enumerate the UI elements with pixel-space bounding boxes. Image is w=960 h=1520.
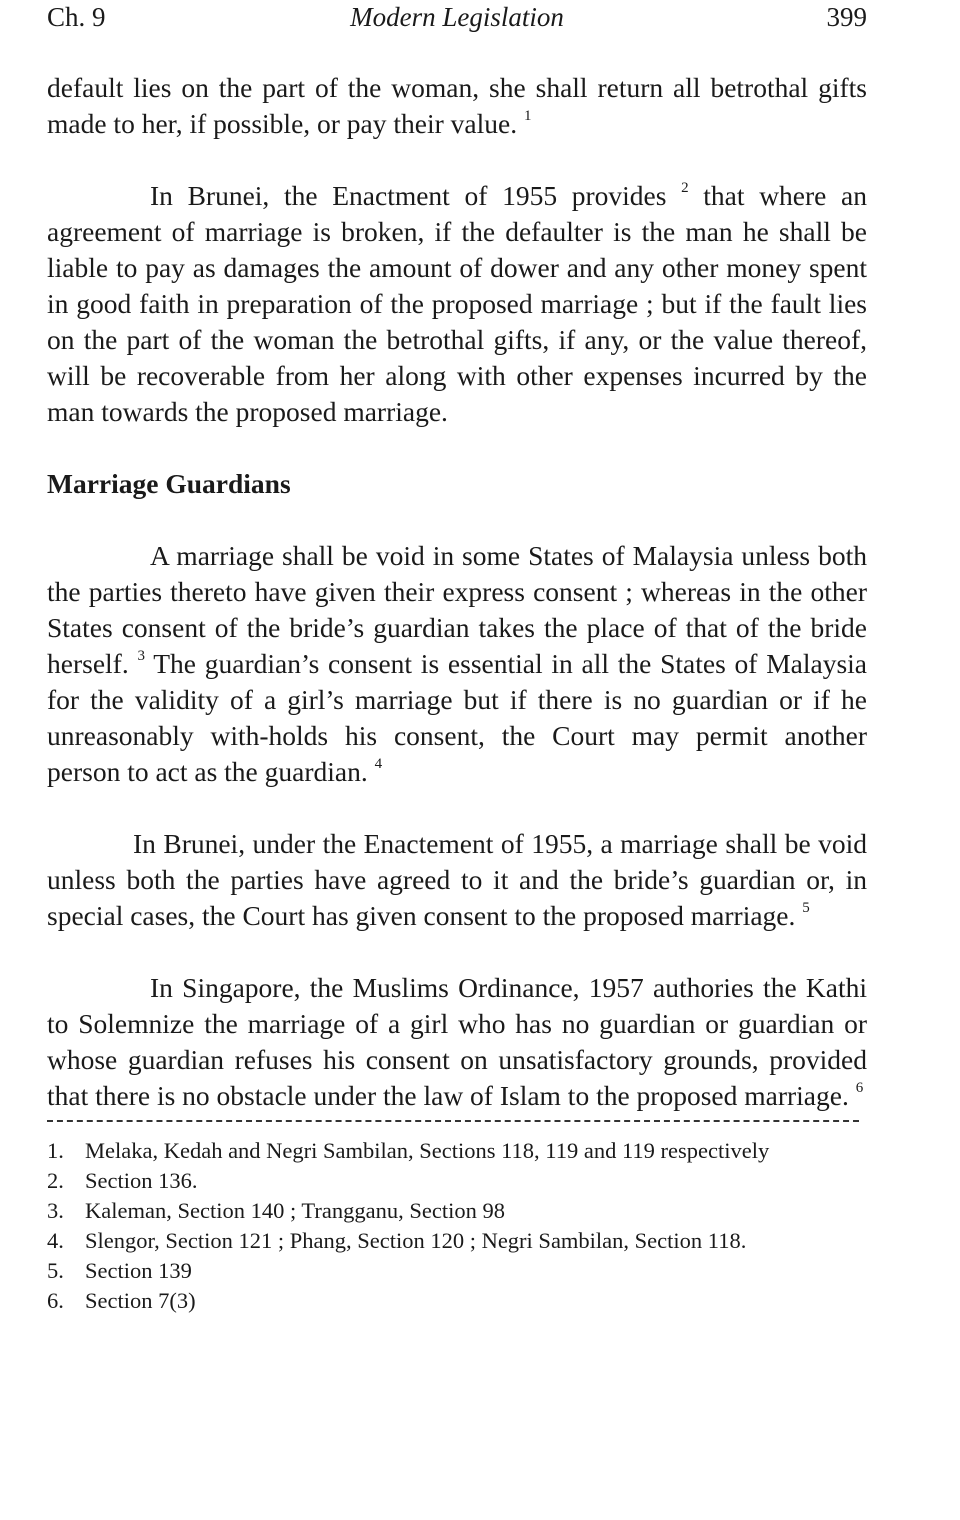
chapter-label: Ch. 9	[47, 2, 106, 32]
paragraph-text: In Brunei, under the Enactement of 1955, a marriage shall be void unless both the parties have agreed to it and the bride’s guardian or, in special cases, the Court has given consent to the proposed marriage.	[47, 828, 867, 931]
footnote-text: Melaka, Kedah and Negri Sambilan, Sections 118, 119 and 119 respectively	[85, 1138, 770, 1163]
footnote-text: Section 7(3)	[85, 1288, 196, 1313]
footnote-number: 5.	[47, 1258, 64, 1283]
footnote-ref[interactable]: 5	[802, 899, 810, 916]
paragraph-text: The guardian’s consent is essential in all the States of Malaysia for the validity of a girl’s marriage but if there is no guardian or if he unreasonably with-holds his consent, the Court may permit another person to act as the guardian.	[47, 648, 868, 787]
footnote-ref[interactable]: 2	[681, 179, 689, 196]
footnote-number: 4.	[47, 1228, 64, 1253]
footnote-text: Slengor, Section 121 ; Phang, Section 120 ; Negri Sambilan, Section 118.	[85, 1228, 747, 1253]
footnote-number: 2.	[47, 1168, 64, 1193]
footnote-ref[interactable]: 3	[137, 647, 145, 664]
footnote-ref[interactable]: 1	[523, 107, 532, 124]
footnote-item	[47, 1286, 867, 1316]
footnote-item	[47, 1226, 867, 1256]
running-title: Modern Legislation	[350, 2, 564, 32]
paragraph-text: that where an agreement of marriage is broken, if the defaulter is the man he shall be liable to pay as damages the amount of dower and any other money spent in good faith in preparation of the proposed marriage ; but if the fault lies on the part of the woman the betrothal gifts, if any, or the value thereof, will be recoverable from her along with other expenses incurred by the man towards the proposed marriage.	[47, 180, 868, 427]
running-header	[47, 0, 867, 40]
footnote-item	[47, 1256, 867, 1286]
footnote-text: Kaleman, Section 140 ; Trangganu, Section 98	[85, 1198, 505, 1223]
section-heading: Marriage Guardians	[47, 468, 291, 499]
paragraph-text: In Brunei, the Enactment of 1955 provides	[150, 180, 667, 211]
paragraph-malaysia-consent	[47, 538, 867, 790]
footnote-text: Section 139	[85, 1258, 192, 1283]
footnote-list	[47, 1136, 867, 1316]
footnote-ref[interactable]: 6	[855, 1079, 864, 1096]
book-page	[47, 0, 867, 1316]
footnote-number: 6.	[47, 1288, 64, 1313]
footnote-item	[47, 1136, 867, 1166]
paragraph-continuation	[47, 70, 867, 142]
footnote-item	[47, 1196, 867, 1226]
paragraph-text: default lies on the part of the woman, she shall return all betrothal gifts made to her, if possible, or pay their value.	[47, 72, 867, 139]
footnote-item	[47, 1166, 867, 1196]
paragraph-brunei-guardian	[47, 826, 867, 934]
paragraph-singapore-ordinance	[47, 970, 867, 1114]
page-number: 399	[826, 2, 867, 32]
paragraph-text: A marriage shall be void in some States of Malaysia unless both the parties thereto have given their express consent ; whereas in the other States consent of the bride’s guardian takes the place of that of the bride herself.	[47, 540, 867, 679]
paragraph-brunei-betrothal	[47, 178, 867, 430]
footnote-text: Section 136.	[85, 1168, 198, 1193]
footnote-ref[interactable]: 4	[374, 755, 383, 772]
footnote-number: 1.	[47, 1138, 64, 1163]
paragraph-text: In Singapore, the Muslims Ordinance, 1957 authories the Kathi to Solemnize the marriage of a girl who has no guardian or guardian or whose guardian refuses his consent on unsatisfactory grounds, provided that there is no obstacle under the law of Islam to the proposed marriage.	[47, 972, 867, 1111]
footnote-number: 3.	[47, 1198, 64, 1223]
footnote-divider	[47, 1120, 859, 1122]
